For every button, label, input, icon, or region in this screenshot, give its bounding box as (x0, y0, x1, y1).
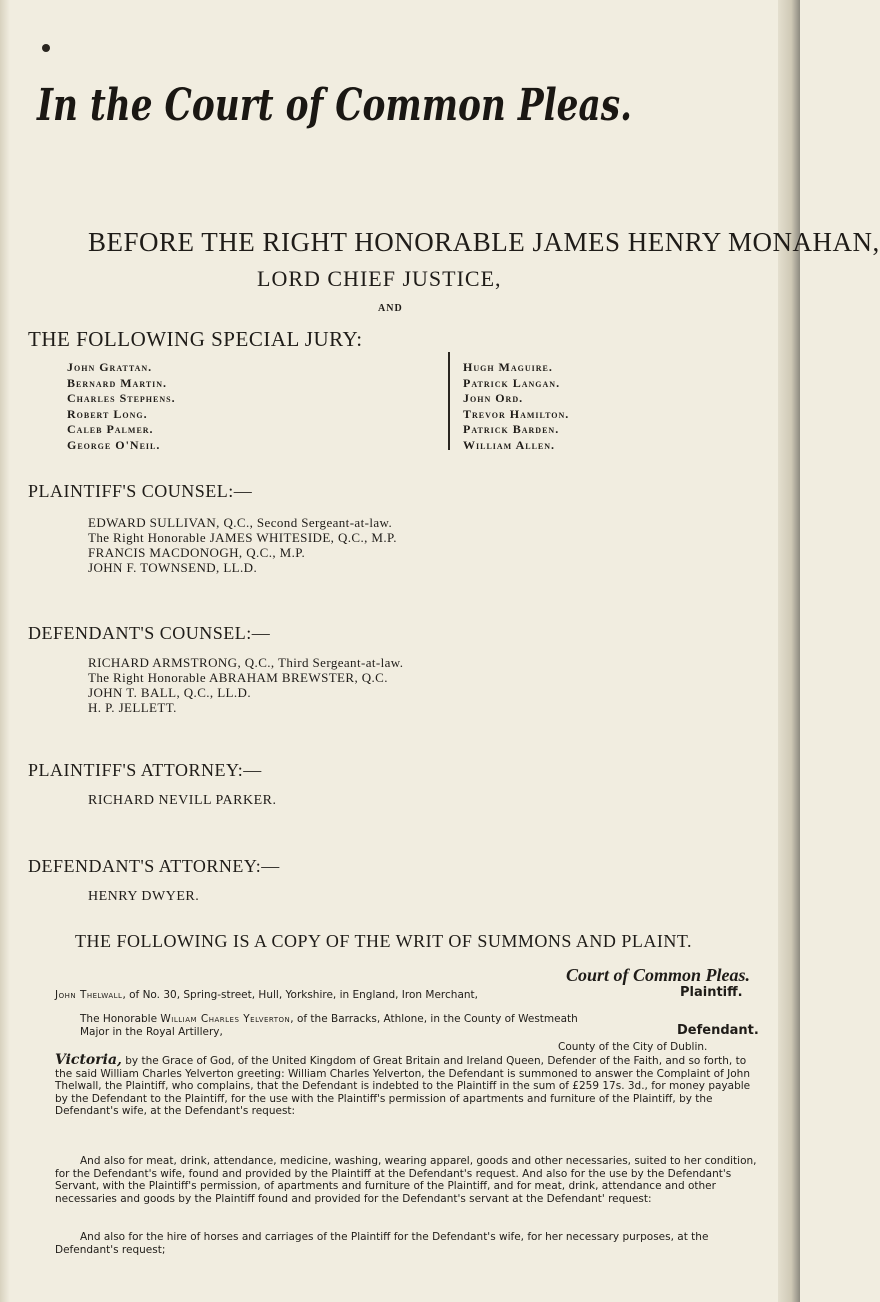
juror-name: Trevor Hamilton. (463, 406, 570, 421)
juror-name: John Grattan. (67, 360, 153, 374)
writ-paragraph-1-text: by the Grace of God, of the United Kingdom of Great Britain and Ireland Queen, Defender of the Faith, and so forth, to the said William Charles Yelverton greeting: William Charles Yelverton, the Defendant is summoned to answer the Complaint of John Thelwall, the Plaintiff, who complains, that the Defendant is indebted to the Plaintiff in the sum of £259 17s. 3d., for money payable by the Defendant to the Plaintiff, for the use with the Plaintiff's permission of apartments and furniture of the Plaintiff, by the Defendant's wife, at the Defendant's request: (55, 1055, 751, 1118)
defendant-intro: The Honorable (80, 1013, 161, 1025)
plaintiff-description: , of No. 30, Spring-street, Hull, Yorkshire, in England, Iron Merchant, (122, 989, 478, 1001)
defendant-counsel-list (88, 655, 403, 715)
page-edge-right (778, 0, 800, 1302)
jury-heading: THE FOLLOWING SPECIAL JURY: (28, 327, 363, 351)
writ-paragraph-3: And also for the hire of horses and carriages of the Plaintiff for the Defendant's wife, for her necessary purposes, at the Defendant's request; (55, 1231, 709, 1256)
counsel-name: FRANCIS MACDONOGH, Q.C., M.P. (88, 545, 306, 560)
counsel-name: EDWARD SULLIVAN, Q.C., Second Sergeant-at-law. (88, 515, 393, 530)
defendant-attorney-heading: DEFENDANT'S ATTORNEY:— (28, 856, 280, 876)
writ-defendant-line-2 (80, 1023, 790, 1039)
lord-chief-justice-line: LORD CHIEF JUSTICE, (257, 266, 502, 291)
plaintiff-attorney-heading: PLAINTIFF'S ATTORNEY:— (28, 760, 262, 780)
counsel-name: H. P. JELLETT. (88, 700, 177, 715)
counsel-name: RICHARD ARMSTRONG, Q.C., Third Sergeant-at-law. (88, 655, 404, 670)
defendant-counsel-heading: DEFENDANT'S COUNSEL:— (28, 623, 271, 643)
defendant-description: , of the Barracks, Athlone, in the County of Westmeath (290, 1013, 578, 1025)
juror-name: Caleb Palmer. (67, 422, 154, 436)
writ-heading: THE FOLLOWING IS A COPY OF THE WRIT OF SUMMONS AND PLAINT. (75, 931, 693, 951)
defendant-description-2: Major in the Royal Artillery, (80, 1026, 223, 1038)
plaintiff-role: Plaintiff. (680, 985, 743, 1000)
before-line: BEFORE THE RIGHT HONORABLE JAMES HENRY MONAHAN, (88, 227, 880, 257)
writ-paragraph-1 (55, 1054, 765, 1118)
bullet-mark-icon (42, 44, 50, 52)
victoria-word: Victoria, (55, 1052, 122, 1068)
writ-defendant-line (80, 1013, 765, 1026)
writ-paragraph-2: And also for meat, drink, attendance, medicine, washing, wearing apparel, goods and other necessaries, suited to her condition, for the Defendant's wife, found and provided by the Plaintiff at the Defendant's request. And also for the use by the Defendant's Servant, with the Plaintiff's permission, of apartments and furniture of the Plaintiff, and for meat, drink, attendance and other necessaries and goods by the Plaintiff found and provided for the Defendant's servant at the Defendant' request: (55, 1155, 757, 1205)
county-line: County of the City of Dublin. (558, 1041, 708, 1053)
defendant-name: William Charles Yelverton (160, 1013, 291, 1025)
counsel-name: JOHN F. TOWNSEND, LL.D. (88, 560, 258, 575)
counsel-name: JOHN T. BALL, Q.C., LL.D. (88, 685, 251, 700)
jury-list-left (67, 360, 176, 453)
court-title: In the Court of Common Pleas. (37, 80, 633, 131)
juror-name: William Allen. (463, 437, 556, 452)
juror-name: Bernard Martin. (67, 375, 168, 390)
juror-name: Hugh Maguire. (463, 360, 553, 374)
jury-divider (448, 352, 450, 450)
plaintiff-counsel-list (88, 515, 397, 575)
juror-name: Charles Stephens. (67, 391, 176, 405)
defendant-role: Defendant. (677, 1023, 759, 1038)
plaintiff-name: John Thelwall (55, 989, 123, 1001)
jury-list-right (463, 360, 569, 453)
juror-name: Patrick Barden. (463, 422, 560, 436)
page-shadow-left (0, 0, 10, 1302)
and-connector: AND (378, 303, 403, 314)
juror-name: John Ord. (463, 391, 524, 405)
counsel-name: The Right Honorable JAMES WHITESIDE, Q.C., M.P. (88, 530, 397, 545)
writ-court-name: Court of Common Pleas. (566, 965, 751, 985)
plaintiff-attorney-name: RICHARD NEVILL PARKER. (88, 793, 277, 808)
plaintiff-counsel-heading: PLAINTIFF'S COUNSEL:— (28, 481, 253, 501)
juror-name: Robert Long. (67, 406, 148, 421)
counsel-name: The Right Honorable ABRAHAM BREWSTER, Q.C. (88, 670, 388, 685)
juror-name: George O'Neil. (67, 437, 161, 452)
juror-name: Patrick Langan. (463, 375, 561, 390)
writ-plaintiff-line (55, 985, 765, 1002)
defendant-attorney-name: HENRY DWYER. (88, 889, 200, 904)
